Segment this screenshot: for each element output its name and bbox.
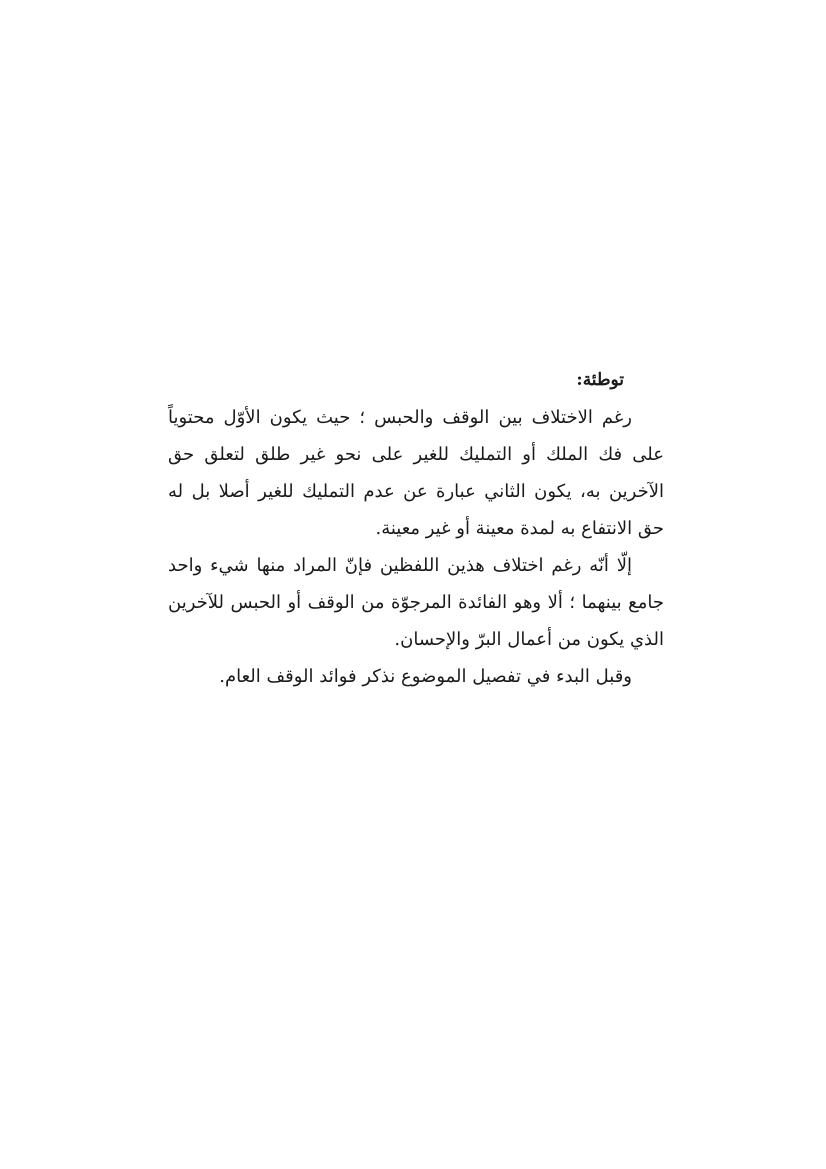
paragraph-transition: وقبل البدء في تفصيل الموضوع نذكر فوائد الوقف العام.	[219, 666, 632, 687]
paragraph-definition: رغم الاختلاف بين الوقف والحبس ؛ حيث يكون الأوّل محتوياً على فك الملك أو التمليك للغير على نحو غير طلق لتعلق حق الآخرين به، يكون الثاني عبارة عن عدم التمليك للغير أصلا بل له حق الانتفاع به لمدة معينة أو غير معينة.	[168, 407, 664, 539]
paragraph-common-purpose: إلّا أنّه رغم اختلاف هذين اللفظين فإنّ المراد منها شيء واحد جامع بينهما ؛ ألا وهو الفائدة المرجوّة من الوقف أو الحبس للآخرين الذي يكون من أعمال البرّ والإحسان.	[168, 555, 664, 650]
section-heading: توطئة:	[576, 370, 624, 390]
text-block	[168, 362, 664, 695]
